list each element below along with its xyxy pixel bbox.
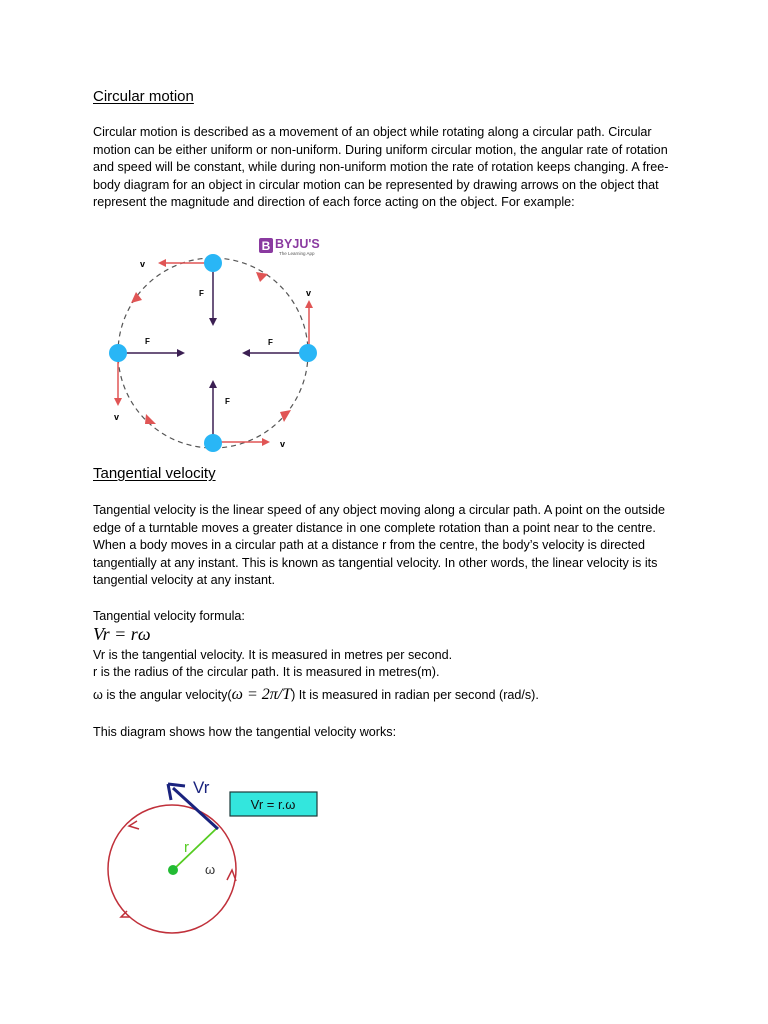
logo-name: BYJU'S [275,237,320,251]
force-label-top: F [199,289,204,298]
heading-circular-motion: Circular motion [93,88,194,105]
object-left [109,344,127,362]
direction-arrow-right [227,870,236,881]
vr-label: Vr [193,778,210,797]
path-direction-arrow-ne [256,272,268,282]
centre-point [168,865,178,875]
object-top [204,254,222,272]
force-label-right: F [268,338,273,347]
definition-omega [93,686,539,704]
formula-vr: Vr = rω [93,624,151,644]
byjus-logo [259,237,320,256]
definition-vr: Vr is the tangential velocity. It is measured in metres per second. [93,648,453,662]
paragraph-tangential-velocity: Tangential velocity is the linear speed of any object moving along a circular path. A point on the outside edge of a turntable moves a greater distance in one complete rotation than a point near to the centre. When a body moves in a circular path at a distance r from the centre, the body’s velocity is directed tangentially at any instant. This is known as tangential velocity. In other words, the linear velocity is its tangential velocity at any instant. [93,503,665,588]
velocity-label-top: v [140,259,146,269]
omega-formula: ω = 2π/T [231,686,292,703]
free-body-diagram [100,232,340,457]
logo-mark: B [261,239,271,253]
paragraph-circular-motion: Circular motion is described as a movement of an object while rotating along a circular path. Circular motion can be either uniform or non-uniform. During uniform circular motion, the angular rate of rotation and speed will be constant, while during non-uniform motion the rate of rotation keeps changing. A free-body diagram for an object in circular motion can be represented by drawing arrows on the object that represent the magnitude and direction of each force acting on the object. For example: [93,125,669,210]
omega-label: ω [205,862,216,877]
definition-r: r is the radius of the circular path. It is measured in metres(m). [93,665,440,679]
tangential-velocity-diagram [100,770,330,940]
heading-tangential-velocity: Tangential velocity [93,465,216,482]
path-direction-arrow-nw [131,292,142,303]
object-right [299,344,317,362]
formula-intro: Tangential velocity formula: [93,609,245,623]
direction-arrow-top-left [129,821,139,829]
definition-omega-post: ) It is measured in radian per second (rad/s). [291,688,539,702]
path-direction-arrow-se [280,410,291,422]
object-bottom [204,434,222,452]
force-label-bottom: F [225,397,230,406]
velocity-label-bottom: v [280,439,286,449]
logo-tagline: The Learning App [279,251,315,256]
velocity-label-right: v [306,288,312,298]
formula-box-text: Vr = r.ω [250,797,296,812]
force-label-left: F [145,337,150,346]
velocity-label-left: v [114,412,120,422]
r-label: r [184,839,189,856]
diagram-intro: This diagram shows how the tangential velocity works: [93,725,397,739]
definition-omega-pre: ω is the angular velocity( [93,688,232,702]
path-direction-arrow-sw [145,414,156,424]
